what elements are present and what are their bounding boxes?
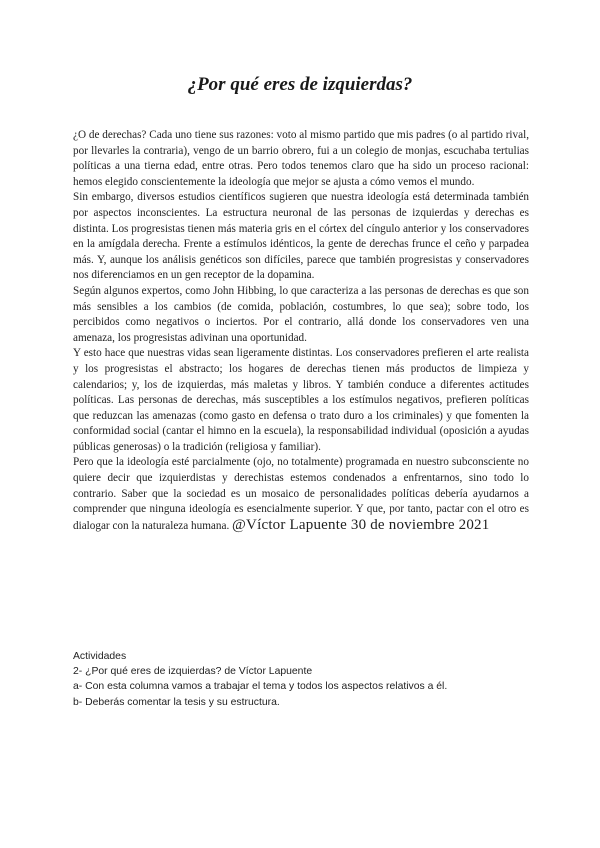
article-title: ¿Por qué eres de izquierdas? (187, 74, 413, 95)
activity-item: 2- ¿Por qué eres de izquierdas? de Víctor Lapuente (73, 666, 313, 678)
paragraph-5 (73, 455, 529, 534)
paragraph-2: Sin embargo, diversos estudios científicos sugieren que nuestra ideología está determinada también por aspectos inconscientes. La estructura neuronal de las personas de izquierdas y derechas es distinta. Los progresistas tienen más materia gris en el córtex del cíngulo anterior y los conservadores en la amígdala derecha. Frente a estímulos idénticos, la gente de derechas frunce el ceño y parpadea más. Y, aunque los análisis genéticos son difíciles, parece que también progresistas y conservadores nos diferenciamos en un gen receptor de la dopamina. (73, 191, 529, 282)
article-body (73, 128, 529, 534)
paragraph-1: ¿O de derechas? Cada uno tiene sus razones: voto al mismo partido que mis padres (o al partido rival, por llevarles la contraria), vengo de un barrio obrero, fui a un colegio de monjas, escuchaba tertulias políticas a una tierna edad, entre otras. Pero todos tenemos claro que ha sido un proceso racional: hemos elegido conscientemente la ideología que mejor se ajusta a cómo vemos el mundo. (73, 129, 529, 188)
paragraph-3: Según algunos expertos, como John Hibbing, lo que caracteriza a las personas de derechas es que son más sensibles a los cambios (de comida, población, costumbres, lo que sea); sobre todo, los percibidos como negativos o inciertos. Por el contrario, allá donde los conservadores ven una amenaza, los progresistas adivinan una oportunidad. (73, 284, 529, 344)
paragraph-5-text: Pero que la ideología esté parcialmente (ojo, no totalmente) programada en nuestro subconsciente no quiere decir que izquierdistas y derechistas estemos condenados a enfrentarnos, sino todo lo contrario. Saber que la sociedad es un mosaico de personalidades políticas debería ayudarnos a comprender que ninguna ideología es esencialmente superior. Y que, por tanto, pactar con el otro es dialogar con la naturaleza humana. (73, 456, 529, 532)
activity-item: b- Deberás comentar la tesis y su estructura. (73, 696, 280, 708)
paragraph-4: Y esto hace que nuestras vidas sean ligeramente distintas. Los conservadores prefieren el arte realista y los progresistas el abstracto; los hogares de derechas tienen más productos de limpieza y calendarios; y, los de izquierdas, más maletas y libros. Y también conduce a diferentes actitudes políticas. Las personas de derechas, más susceptibles a los estímulos negativos, prefieren políticas que reduzcan las amenazas (como gasto en defensa o trato duro a los criminales) y que fomenten la conformidad social (cantar el himno en la escuela), la responsabilidad individual (oposición a ayudas públicas generosas) o la tradición (religiosa y familiar). (73, 347, 529, 453)
activities-section (73, 649, 533, 710)
activity-item: a- Con esta columna vamos a trabajar el tema y todos los aspectos relativos a él. (73, 681, 448, 693)
activities-heading: Actividades (73, 651, 127, 662)
author-signature: @Víctor Lapuente 30 de noviembre 2021 (232, 516, 490, 533)
